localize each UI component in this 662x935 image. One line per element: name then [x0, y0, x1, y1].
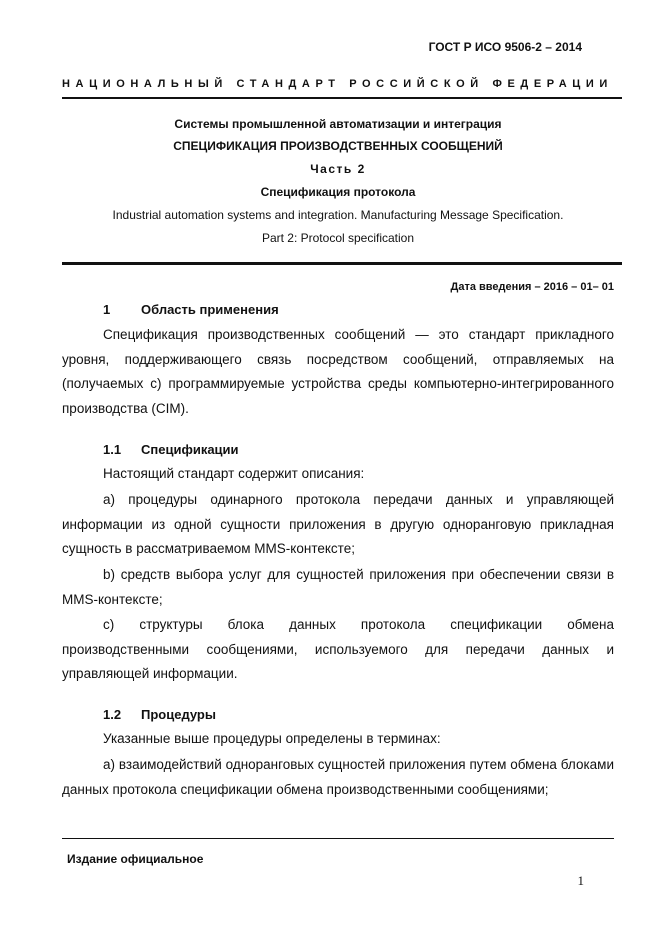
title-english-line-1: Industrial automation systems and integration. Manufacturing Message Specification.: [112, 208, 564, 222]
section-title: Спецификации: [141, 442, 239, 457]
section-number: 1.2: [103, 707, 122, 722]
introduction-date: Дата введения – 2016 – 01– 01: [450, 281, 614, 293]
section-number: 1.1: [103, 442, 122, 457]
page-number: 1: [577, 873, 584, 888]
list-item-a: а) взаимодействий одноранговых сущностей приложения путем обмена блоками данных протокола спецификации обмена производственными сообщениями;: [62, 757, 614, 797]
title-part: Часть 2: [310, 162, 366, 176]
document-code: ГОСТ Р ИСО 9506-2 – 2014: [428, 40, 582, 54]
edition-label: Издание официальное: [67, 852, 204, 866]
title-english-line-2: Part 2: Protocol specification: [261, 231, 415, 245]
section-1-heading: [103, 302, 279, 317]
footer-divider: [62, 838, 614, 839]
section-1-1-heading: [103, 442, 239, 457]
section-1-paragraph: Спецификация производственных сообщений — это стандарт прикладного уровня, поддерживающего связь посредством сообщений, отправляемых на (получаемых с) программируемые устройства среды компьютерно-интегрированного производства (CIM).: [62, 327, 614, 416]
section-title: Процедуры: [141, 707, 216, 722]
title-subtitle: Спецификация протокола: [260, 185, 416, 199]
section-title: Область применения: [141, 302, 279, 317]
section-1-2-intro: Указанные выше процедуры определены в терминах:: [103, 731, 441, 746]
list-item-c: c) структуры блока данных протокола спецификации обмена производственными сообщениями, используемого для передачи данных и управляющей информации.: [62, 617, 614, 681]
title-bottom-divider: [62, 262, 622, 265]
title-line-1: Системы промышленной автоматизации и интеграция: [174, 117, 502, 131]
section-number: 1: [103, 302, 111, 317]
list-item-a: а) процедуры одинарного протокола передачи данных и управляющей информации из одной сущности приложения в другую одноранговую прикладная сущность в рассматриваемом MMS-контексте;: [62, 492, 614, 556]
section-1-1-intro: Настоящий стандарт содержит описания:: [103, 466, 365, 481]
list-item-b: b) средств выбора услуг для сущностей приложения при обеспечении связи в MMS-контексте;: [62, 567, 614, 607]
section-1-2-heading: [103, 707, 216, 722]
top-divider: [62, 97, 622, 99]
title-line-2: СПЕЦИФИКАЦИЯ ПРОИЗВОДСТВЕННЫХ СООБЩЕНИЙ: [173, 139, 503, 153]
national-standard-banner: НАЦИОНАЛЬНЫЙ СТАНДАРТ РОССИЙСКОЙ ФЕДЕРАЦИИ: [62, 78, 613, 90]
